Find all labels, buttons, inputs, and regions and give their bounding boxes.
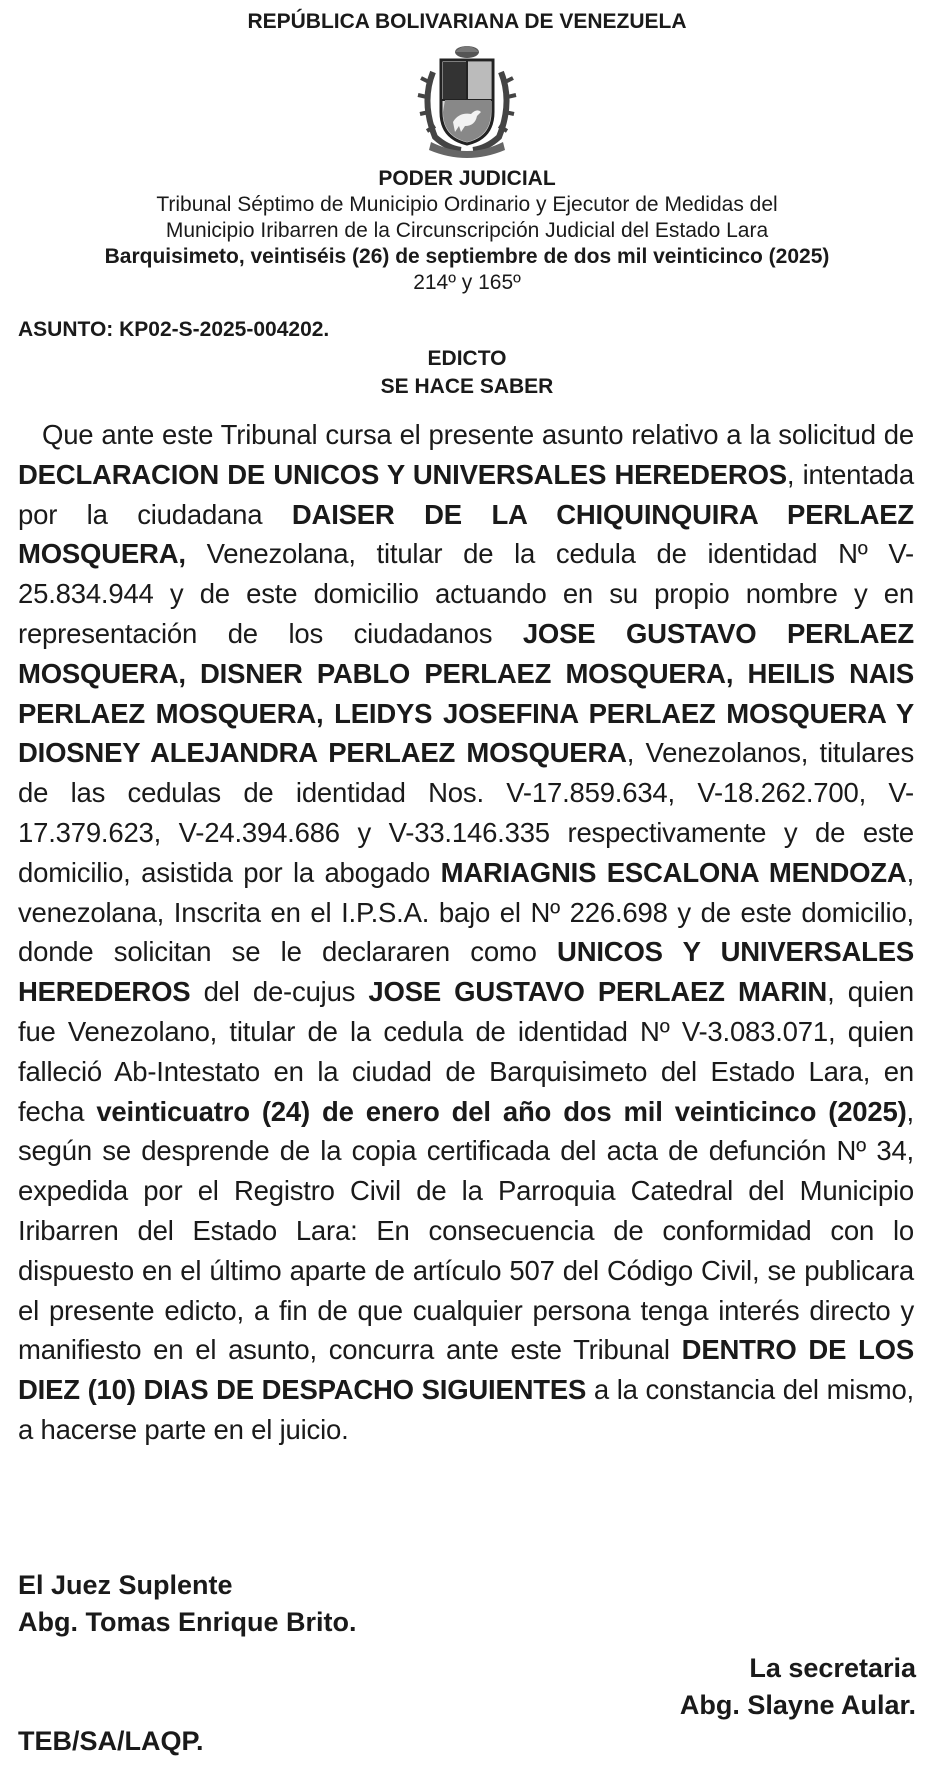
reference-code: TEB/SA/LAQP. xyxy=(18,1726,204,1756)
case-number: ASUNTO: KP02-S-2025-004202. xyxy=(18,318,330,341)
body-bold-segment: DAISER DE LA CHIQUINQUIRA PERLAEZ MOSQUERA, xyxy=(18,498,914,570)
body-text-segment: Venezolana, titular de la cedula de identidad Nº V-25.834.944 y de este domicilio actuando en su propio nombre y en representación de los ciudadanos xyxy=(18,538,914,649)
body-bold-segment: MARIAGNIS ESCALONA MENDOZA xyxy=(440,856,907,888)
republic-heading: REPÚBLICA BOLIVARIANA DE VENEZUELA xyxy=(247,10,687,33)
body-text-segment: , intentada por la ciudadana xyxy=(18,458,914,530)
body-bold-segment: DECLARACION DE UNICOS Y UNIVERSALES HEREDEROS xyxy=(18,458,787,490)
body-bold-segment: veinticuatro (24) de enero del año dos mil veinticinco (2025) xyxy=(96,1095,907,1127)
body-bold-segment: DENTRO DE LOS DIEZ (10) DIAS DE DESPACHO SIGUIENTES xyxy=(18,1334,914,1406)
judge-name: Abg. Tomas Enrique Brito. xyxy=(18,1607,357,1637)
branch-heading: PODER JUDICIAL xyxy=(378,167,556,190)
secretary-name: Abg. Slayne Aular. xyxy=(679,1690,916,1720)
body-text-segment: , según se desprende de la copia certificada del acta de defunción Nº 34, expedida por el Registro Civil de la Parroquia Catedral del Municipio Iribarren del Estado Lara: En consecuencia de conformidad con lo dispuesto en el último aparte de artículo 507 del Código Civil, se publicara el presente edicto, a fin de que cualquier persona tenga interés directo y manifiesto en el asunto, concurra ante este Tribunal xyxy=(18,1095,914,1366)
body-text-segment: Que ante este Tribunal cursa el presente asunto relativo a la solicitud de xyxy=(42,419,914,450)
body-text-segment: del de-cujus xyxy=(190,976,369,1008)
edict-title-block xyxy=(0,345,934,401)
edict-subtitle: SE HACE SABER xyxy=(380,375,554,398)
years-line: 214º y 165º xyxy=(413,271,521,294)
edict-title: EDICTO xyxy=(427,347,507,370)
edict-body xyxy=(18,415,914,1450)
body-text-segment: , Venezolanos, titulares de las cedulas de identidad Nos. V-17.859.634, V-18.262.700, V-17.379.623, V-24.394.686 y V-33.146.335 respectivamente y de este domicilio, asistida por la abogado xyxy=(18,737,915,888)
body-text-segment: , quien fue Venezolano, titular de la cedula de identidad Nº V-3.083.071, quien falleció Ab-Intestato en la ciudad de Barquisimeto del Estado Lara, en fecha xyxy=(18,976,915,1127)
court-name-line-1: Tribunal Séptimo de Municipio Ordinario y Ejecutor de Medidas del xyxy=(156,193,778,216)
body-bold-segment: UNICOS Y UNIVERSALES HEREDEROS xyxy=(18,936,914,1008)
secretary-signature-block xyxy=(680,1650,916,1724)
header-block xyxy=(0,166,934,296)
secretary-title: La secretaria xyxy=(749,1653,916,1683)
body-bold-segment: JOSE GUSTAVO PERLAEZ MARIN xyxy=(368,976,828,1008)
judge-signature-block xyxy=(18,1567,357,1641)
court-name-line-2: Municipio Iribarren de la Circunscripción Judicial del Estado Lara xyxy=(165,219,769,242)
body-bold-segment: JOSE GUSTAVO PERLAEZ MOSQUERA, DISNER PABLO PERLAEZ MOSQUERA, HEILIS NAIS PERLAEZ MOSQUERA, LEIDYS JOSEFINA PERLAEZ MOSQUERA Y DIOSNEY ALEJANDRA PERLAEZ MOSQUERA xyxy=(18,617,914,769)
judge-title: El Juez Suplente xyxy=(18,1570,233,1600)
date-line: Barquisimeto, veintiséis (26) de septiembre de dos mil veinticinco (2025) xyxy=(104,245,830,268)
venezuela-coat-of-arms-icon xyxy=(415,42,519,158)
body-text-segment: , venezolana, Inscrita en el I.P.S.A. bajo el Nº 226.698 y de este domicilio, donde solicitan se le declararen como xyxy=(18,856,915,968)
body-text-segment: a la constancia del mismo, a hacerse parte en el juicio. xyxy=(18,1374,914,1445)
